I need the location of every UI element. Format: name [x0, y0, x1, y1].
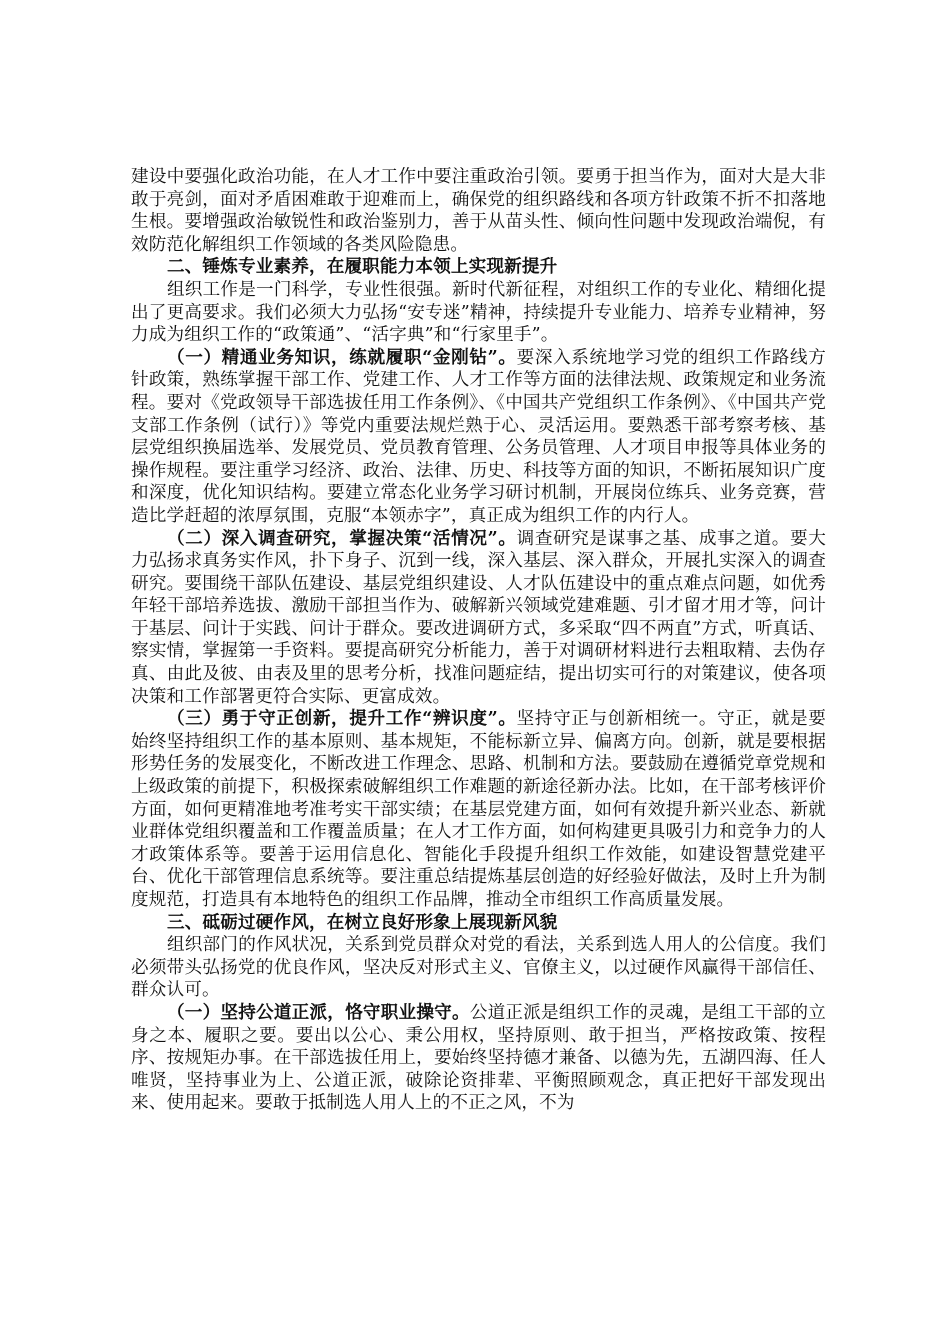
body-paragraph: 组织工作是一门科学，专业性很强。新时代新征程，对组织工作的专业化、精细化提出了更高要求。我们必须大力弘扬“安专迷”精神，持续提升专业能力、培养专业精神，努力成为组织工作的“政策通”、“活字典”和“行家里手”。 — [131, 279, 826, 346]
body-paragraph: 组织部门的作风状况，关系到党员群众对党的看法，关系到选人用人的公信度。我们必须带头弘扬党的优良作风，坚决反对形式主义、官僚主义，以过硬作风赢得干部信任、群众认可。 — [131, 935, 826, 1001]
subsection-paragraph — [131, 528, 826, 709]
subsection-paragraph — [131, 347, 826, 528]
subsection-text: 调查研究是谋事之基、成事之道。要大力弘扬求真务实作风，扑下身子、沉到一线，深入基层、深入群众，开展扎实深入的调查研究。要围绕干部队伍建设、基层党组织建设、人才队伍建设中的重点难点问题，如优秀年轻干部培养选拔、激励干部担当作为、破解新兴领域党建难题、引才留才用才等，问计于基层、问计于实践、问计于群众。要改进调研方式，多采取“四不两直”方式，听真话、察实情，掌握第一手资料。要提高研究分析能力，善于对调研材料进行去粗取精、去伪存真、由此及彼、由表及里的思考分析，找准问题症结，提出切实可行的对策建议，使各项决策和工作部署更符合实际、更富成效。 — [131, 528, 826, 707]
section-heading: 三、砥砺过硬作风，在树立良好形象上展现新风貌 — [167, 911, 558, 933]
section-heading: 二、锤炼专业素养，在履职能力本领上实现新提升 — [167, 256, 558, 278]
subsection-paragraph — [131, 1002, 826, 1115]
subsection-text: 要深入系统地学习党的组织工作路线方针政策，熟练掌握干部工作、党建工作、人才工作等方面的法律法规、政策规定和业务流程。要对《党政领导干部选拔任用工作条例》、《中国共产党组织工作条例》、《中国共产党支部工作条例（试行）》等党内重要法规烂熟于心、灵活运用。要熟悉干部考察考核、基层党组织换届选举、发展党员、党员教育管理、公务员管理、人才项目申报等具体业务的操作规程。要注重学习经济、政治、法律、历史、科技等方面的知识，不断拓展知识广度和深度，优化知识结构。要建立常态化业务学习研讨机制，开展岗位练兵、业务竞赛，营造比学赶超的浓厚氛围，克服“本领赤字”，真正成为组织工作的内行人。 — [131, 347, 826, 526]
subsection-text: 公道正派是组织工作的灵魂，是组工干部的立身之本、履职之要。要出以公心、秉公用权，坚持原则、敢于担当，严格按政策、按程序、按规矩办事。在干部选拔任用上，要始终坚持德才兼备、以德为先，五湖四海、任人唯贤，坚持事业为上、公道正派，破除论资排辈、平衡照顾观念，真正把好干部发现出来、使用起来。要敢于抵制选人用人上的不正之风，不为 — [131, 1002, 826, 1114]
subsection-lead: （一）坚持公道正派，恪守职业操守。 — [167, 1001, 470, 1023]
subsection-lead: （三）勇于守正创新，提升工作“辨识度”。 — [167, 708, 517, 730]
document-body — [131, 166, 826, 1115]
subsection-lead: （一）精通业务知识，练就履职“金刚钻”。 — [167, 346, 517, 368]
body-paragraph: 建设中要强化政治功能，在人才工作中要注重政治引领。要勇于担当作为，面对大是大非敢于亮剑，面对矛盾困难敢于迎难而上，确保党的组织路线和各项方针政策不折不扣落地生根。要增强政治敏锐性和政治鉴别力，善于从苗头性、倾向性问题中发现政治端倪，有效防范化解组织工作领域的各类风险隐患。 — [131, 167, 826, 255]
subsection-paragraph — [131, 708, 826, 911]
subsection-lead: （二）深入调查研究，掌握决策“活情况”。 — [167, 527, 517, 549]
subsection-text: 坚持守正与创新相统一。守正，就是要始终坚持组织工作的基本原则、基本规矩，不能标新立异、偏离方向。创新，就是要根据形势任务的发展变化，不断改进工作理念、思路、机制和方法。要鼓励在遵循党章党规和上级政策的前提下，积极探索破解组织工作难题的新途径新办法。比如，在干部考核评价方面，如何更精准地考准考实干部实绩；在基层党建方面，如何有效提升新兴业态、新就业群体党组织覆盖和工作覆盖质量；在人才工作方面，如何构建更具吸引力和竞争力的人才政策体系等。要善于运用信息化、智能化手段提升组织工作效能，如建设智慧党建平台、优化干部管理信息系统等。要注重总结提炼基层创造的好经验好做法，及时上升为制度规范，打造具有本地特色的组织工作品牌，推动全市组织工作高质量发展。 — [131, 709, 826, 910]
